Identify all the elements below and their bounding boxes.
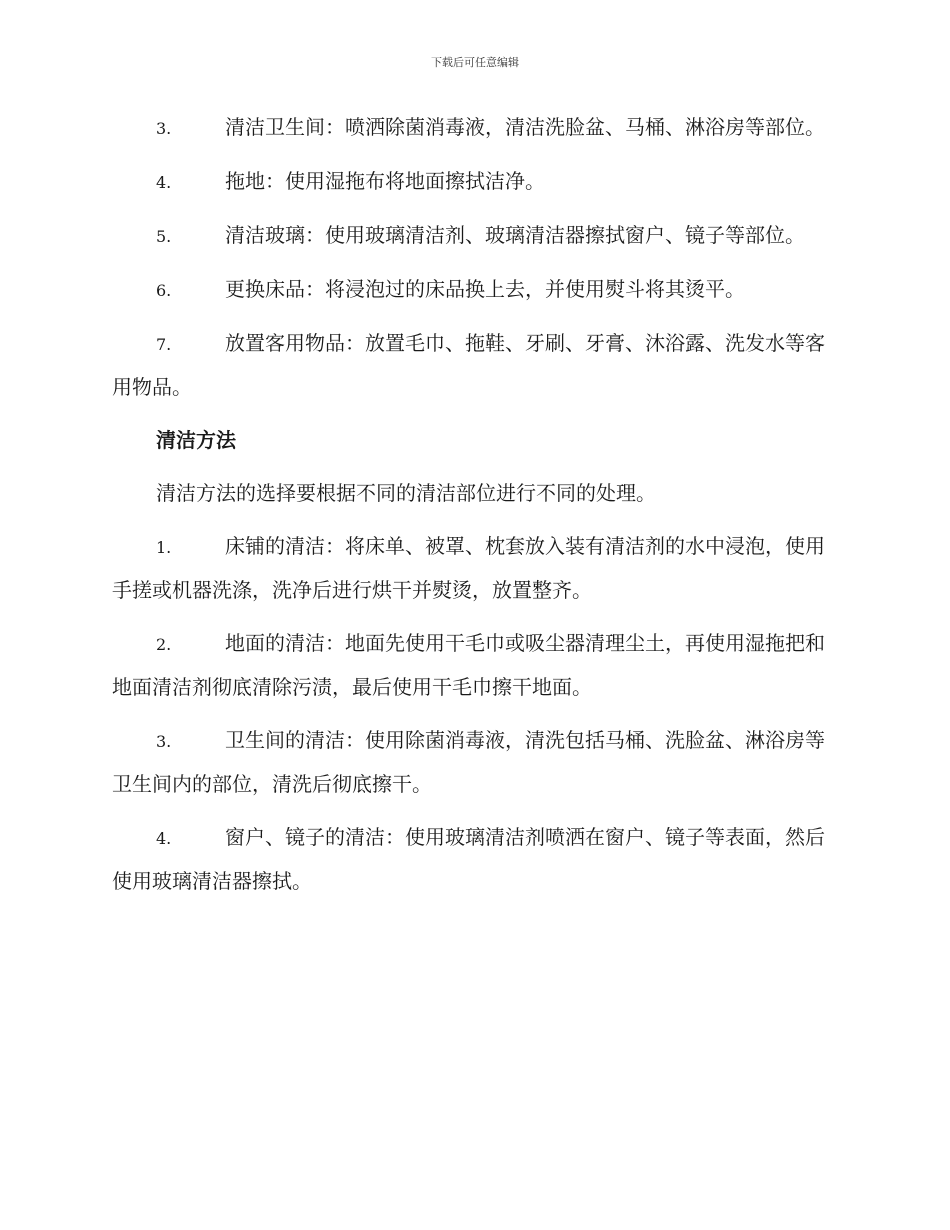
list-item	[112, 622, 834, 709]
list-item	[112, 525, 834, 612]
list-text: 地面的清洁：地面先使用干毛巾或吸尘器清理尘土，再使用湿拖把和地面清洁剂彻底清除污渍，最后使用干毛巾擦干地面。	[112, 631, 825, 699]
list-item	[112, 816, 834, 903]
section-intro: 清洁方法的选择要根据不同的清洁部位进行不同的处理。	[156, 481, 656, 505]
list-item	[112, 322, 834, 409]
list-text: 放置客用物品：放置毛巾、拖鞋、牙刷、牙膏、沐浴露、洗发水等客用物品。	[112, 331, 825, 399]
list-item	[112, 268, 834, 312]
list-item	[112, 214, 834, 258]
list-number: 5.	[156, 227, 172, 246]
list-number: 4.	[156, 173, 172, 192]
list-text: 拖地：使用湿拖布将地面擦拭洁净。	[225, 169, 545, 193]
list-number: 4.	[156, 829, 172, 848]
list-number: 7.	[156, 335, 172, 354]
list-number: 3.	[156, 732, 172, 751]
section-heading: 清洁方法	[156, 428, 236, 452]
document-body	[112, 106, 834, 913]
list-item	[112, 719, 834, 806]
list-number: 3.	[156, 119, 172, 138]
list-item	[112, 106, 834, 150]
header-note: 下载后可任意编辑	[431, 56, 519, 69]
list-item	[112, 160, 834, 204]
list-text: 清洁玻璃：使用玻璃清洁剂、玻璃清洁器擦拭窗户、镜子等部位。	[225, 223, 805, 247]
list-number: 6.	[156, 281, 172, 300]
list-text: 床铺的清洁：将床单、被罩、枕套放入装有清洁剂的水中浸泡，使用手搓或机器洗涤，洗净后进行烘干并熨烫，放置整齐。	[112, 534, 825, 602]
list-text: 卫生间的清洁：使用除菌消毒液，清洗包括马桶、洗脸盆、淋浴房等卫生间内的部位，清洗后彻底擦干。	[112, 728, 825, 796]
list-number: 1.	[156, 538, 172, 557]
list-text: 清洁卫生间：喷洒除菌消毒液，清洁洗脸盆、马桶、淋浴房等部位。	[225, 115, 825, 139]
list-text: 窗户、镜子的清洁：使用玻璃清洁剂喷洒在窗户、镜子等表面，然后使用玻璃清洁器擦拭。	[112, 825, 825, 893]
list-text: 更换床品：将浸泡过的床品换上去，并使用熨斗将其烫平。	[225, 277, 745, 301]
list-number: 2.	[156, 635, 172, 654]
